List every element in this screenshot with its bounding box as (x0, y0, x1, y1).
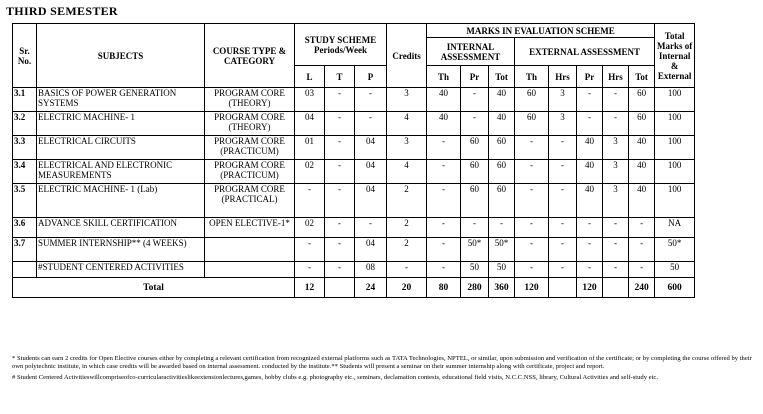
header-int-pr: Pr (461, 66, 489, 88)
row-int-pr: 60 (461, 184, 489, 218)
row-sr-no: 3.3 (13, 136, 37, 160)
row-ext-pr: - (577, 88, 603, 112)
row-int-pr: - (461, 112, 489, 136)
total-credits: 20 (387, 278, 427, 298)
row-p: 04 (355, 184, 387, 218)
semester-title: THIRD SEMESTER (6, 4, 118, 18)
row-credits: 2 (387, 184, 427, 218)
total-ext-tot: 240 (629, 278, 655, 298)
evaluation-scheme-table (12, 23, 695, 298)
row-p: - (355, 218, 387, 238)
row-ext-pr: - (577, 262, 603, 278)
row-subject: ELECTRICAL AND ELECTRONIC MEASUREMENTS (37, 160, 205, 184)
row-sr-no: 3.2 (13, 112, 37, 136)
row-sr-no: 3.6 (13, 218, 37, 238)
row-int-th: - (427, 136, 461, 160)
row-subject: BASICS OF POWER GENERATION SYSTEMS (37, 88, 205, 112)
row-int-tot: 50 (489, 262, 515, 278)
row-total-marks: 100 (655, 112, 695, 136)
header-study-scheme: STUDY SCHEME Periods/Week (295, 24, 387, 66)
row-ext-hrs-2: - (603, 238, 629, 262)
row-ext-hrs-2: 3 (603, 136, 629, 160)
row-total-marks: 100 (655, 160, 695, 184)
row-ext-pr: - (577, 218, 603, 238)
header-ext-hrs: Hrs (549, 66, 577, 88)
row-ext-hrs: - (549, 136, 577, 160)
row-ext-hrs-2: - (603, 112, 629, 136)
header-course-type: COURSE TYPE & CATEGORY (205, 24, 295, 88)
row-l: - (295, 184, 325, 218)
row-sr-no (13, 262, 37, 278)
row-t: - (325, 136, 355, 160)
row-ext-tot: 40 (629, 160, 655, 184)
row-p: - (355, 88, 387, 112)
row-int-th: 40 (427, 88, 461, 112)
row-credits: 2 (387, 238, 427, 262)
row-total-marks: 100 (655, 184, 695, 218)
row-credits: 4 (387, 160, 427, 184)
row-int-pr: - (461, 218, 489, 238)
row-ext-tot: 60 (629, 112, 655, 136)
row-t: - (325, 238, 355, 262)
row-ext-hrs: - (549, 184, 577, 218)
row-t: - (325, 184, 355, 218)
row-ext-pr: 40 (577, 136, 603, 160)
row-credits: 3 (387, 88, 427, 112)
table-row (13, 262, 695, 278)
row-int-tot: 60 (489, 184, 515, 218)
row-p: - (355, 112, 387, 136)
row-int-tot: 50* (489, 238, 515, 262)
row-ext-hrs-2: - (603, 218, 629, 238)
row-ext-pr: - (577, 112, 603, 136)
row-total-marks: 100 (655, 88, 695, 112)
row-int-pr: 50* (461, 238, 489, 262)
row-ext-th: - (515, 218, 549, 238)
header-ext-th: Th (515, 66, 549, 88)
row-ext-hrs: - (549, 218, 577, 238)
header-credits: Credits (387, 24, 427, 88)
row-l: 03 (295, 88, 325, 112)
total-int-pr: 280 (461, 278, 489, 298)
header-sr-no: Sr. No. (13, 24, 37, 88)
row-ext-hrs-2: - (603, 88, 629, 112)
row-int-tot: 60 (489, 160, 515, 184)
row-subject: ELECTRICAL CIRCUITS (37, 136, 205, 160)
total-int-th: 80 (427, 278, 461, 298)
row-int-pr: - (461, 88, 489, 112)
row-int-pr: 60 (461, 136, 489, 160)
table-row (13, 112, 695, 136)
table-row (13, 218, 695, 238)
total-ext-hrs-2 (603, 278, 629, 298)
row-int-tot: 60 (489, 136, 515, 160)
row-int-th: - (427, 218, 461, 238)
row-credits: 3 (387, 136, 427, 160)
row-ext-th: 60 (515, 112, 549, 136)
row-credits: 4 (387, 112, 427, 136)
total-p: 24 (355, 278, 387, 298)
row-total-marks: 100 (655, 136, 695, 160)
row-p: 04 (355, 238, 387, 262)
row-category: PROGRAM CORE (PRACTICAL) (205, 184, 295, 218)
row-p: 04 (355, 136, 387, 160)
row-ext-tot: - (629, 262, 655, 278)
total-row (13, 278, 695, 298)
row-t: - (325, 218, 355, 238)
row-l: 02 (295, 160, 325, 184)
row-ext-hrs: - (549, 238, 577, 262)
row-int-pr: 50 (461, 262, 489, 278)
row-total-marks: 50 (655, 262, 695, 278)
footnotes (12, 355, 752, 386)
row-ext-th: - (515, 136, 549, 160)
row-category: PROGRAM CORE (THEORY) (205, 88, 295, 112)
row-sr-no: 3.5 (13, 184, 37, 218)
row-l: 02 (295, 218, 325, 238)
total-int-tot: 360 (489, 278, 515, 298)
row-int-pr: 60 (461, 160, 489, 184)
table-row (13, 136, 695, 160)
row-category: PROGRAM CORE (THEORY) (205, 112, 295, 136)
row-ext-hrs-2: 3 (603, 184, 629, 218)
header-t: T (325, 66, 355, 88)
total-ext-pr: 120 (577, 278, 603, 298)
footnote-open-elective: * Students can earn 2 credits for Open Elective courses either by completing a relevant certification from recognized external platforms such as TATA Technologies, NPTEL, or similar, upon submission and verification of the certificate; or by completing the course offered by their own polytechnic institute, in which case credits will be awarded based on internal assessment. conducted by the institute.** Students will present a seminar on their summer internship along with certificate, project and report. (12, 355, 752, 371)
row-total-marks: NA (655, 218, 695, 238)
footnote-student-activities: # Student Centered Activitieswillcompriseofco-curricularactivitieslikeextensionlectures,games, hobby clubs e.g. photography etc., seminars, declamation contests, educational field visits, N.C.C.NSS, library, Cultural Activities and self-study etc. (12, 374, 658, 382)
row-ext-tot: 40 (629, 136, 655, 160)
row-int-tot: - (489, 218, 515, 238)
header-subjects: SUBJECTS (37, 24, 205, 88)
header-ext-tot: Tot (629, 66, 655, 88)
row-int-th: 40 (427, 112, 461, 136)
row-subject: ELECTRIC MACHINE- 1 (Lab) (37, 184, 205, 218)
row-category: OPEN ELECTIVE-1* (205, 218, 295, 238)
total-label: Total (13, 278, 295, 298)
row-subject: ELECTRIC MACHINE- 1 (37, 112, 205, 136)
header-int-th: Th (427, 66, 461, 88)
table-row (13, 238, 695, 262)
table-row (13, 184, 695, 218)
row-t: - (325, 88, 355, 112)
row-int-tot: 40 (489, 88, 515, 112)
row-sr-no: 3.1 (13, 88, 37, 112)
row-ext-pr: 40 (577, 184, 603, 218)
header-ext-hrs-2: Hrs (603, 66, 629, 88)
row-ext-pr: 40 (577, 160, 603, 184)
header-ext-pr: Pr (577, 66, 603, 88)
row-ext-hrs: 3 (549, 112, 577, 136)
row-p: 04 (355, 160, 387, 184)
row-p: 08 (355, 262, 387, 278)
row-ext-tot: - (629, 238, 655, 262)
row-category: PROGRAM CORE (PRACTICUM) (205, 160, 295, 184)
row-category (205, 262, 295, 278)
row-ext-th: - (515, 160, 549, 184)
row-subject: ADVANCE SKILL CERTIFICATION (37, 218, 205, 238)
row-subject: SUMMER INTERNSHIP** (4 WEEKS) (37, 238, 205, 262)
header-internal: INTERNAL ASSESSMENT (427, 38, 515, 66)
total-grand: 600 (655, 278, 695, 298)
row-credits: 2 (387, 218, 427, 238)
row-int-tot: 40 (489, 112, 515, 136)
row-credits: - (387, 262, 427, 278)
header-external: EXTERNAL ASSESSMENT (515, 38, 655, 66)
row-l: - (295, 262, 325, 278)
row-l: 01 (295, 136, 325, 160)
row-ext-tot: 60 (629, 88, 655, 112)
row-ext-hrs-2: - (603, 262, 629, 278)
row-category (205, 238, 295, 262)
row-int-th: - (427, 184, 461, 218)
row-t: - (325, 112, 355, 136)
row-int-th: - (427, 238, 461, 262)
row-ext-th: - (515, 238, 549, 262)
total-ext-th: 120 (515, 278, 549, 298)
table-row (13, 160, 695, 184)
row-l: - (295, 238, 325, 262)
row-ext-pr: - (577, 238, 603, 262)
total-t (325, 278, 355, 298)
row-ext-hrs-2: 3 (603, 160, 629, 184)
header-l: L (295, 66, 325, 88)
row-ext-hrs: - (549, 262, 577, 278)
row-ext-th: - (515, 184, 549, 218)
header-marks-scheme: MARKS IN EVALUATION SCHEME (427, 24, 655, 38)
row-l: 04 (295, 112, 325, 136)
row-subject: #STUDENT CENTERED ACTIVITIES (37, 262, 205, 278)
row-sr-no: 3.4 (13, 160, 37, 184)
row-sr-no: 3.7 (13, 238, 37, 262)
row-t: - (325, 262, 355, 278)
row-ext-th: 60 (515, 88, 549, 112)
table-row (13, 88, 695, 112)
row-int-th: - (427, 160, 461, 184)
row-ext-hrs: - (549, 160, 577, 184)
row-category: PROGRAM CORE (PRACTICUM) (205, 136, 295, 160)
row-ext-tot: 40 (629, 184, 655, 218)
row-t: - (325, 160, 355, 184)
header-int-tot: Tot (489, 66, 515, 88)
row-ext-tot: - (629, 218, 655, 238)
total-ext-hrs (549, 278, 577, 298)
total-l: 12 (295, 278, 325, 298)
row-ext-hrs: 3 (549, 88, 577, 112)
row-int-th: - (427, 262, 461, 278)
header-total-marks: Total Marks of Internal & External (655, 24, 695, 88)
header-p: P (355, 66, 387, 88)
row-total-marks: 50* (655, 238, 695, 262)
row-ext-th: - (515, 262, 549, 278)
